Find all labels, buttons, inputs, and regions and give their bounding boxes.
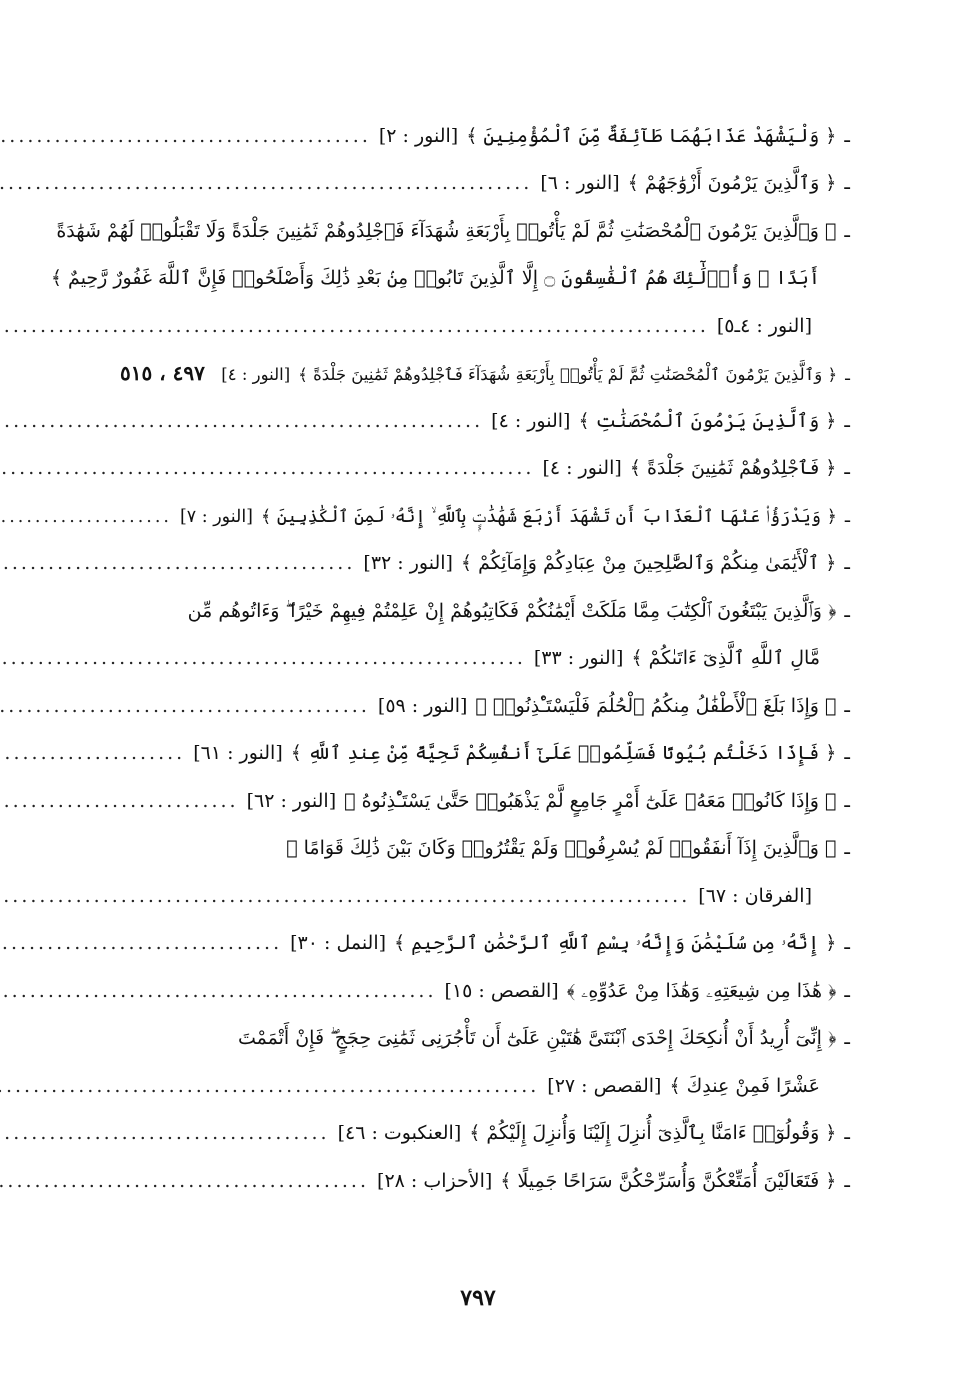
verse-text: ﴿ وَٱلَّذِينَ يَرْمُونَ ٱلْمُحْصَنَٰتِ ثُمَّ لَمْ يَأْتُوا۟ بِأَرْبَعَةِ شُهَدَآءَ فَٱجْلِدُوهُمْ ثَمَٰنِينَ جَلْدَةً ﴾ — [298, 365, 838, 385]
leader-dots — [0, 1075, 539, 1098]
leader-dots — [0, 980, 437, 1003]
surah-reference: [النور : ٤] — [542, 457, 622, 480]
verse-text: ﴿ وَٱلَّذِينَ يَرْمُونَ ٱلْمُحْصَنَٰتِ ثُمَّ لَمْ يَأْتُوا۟ بِأَرْبَعَةِ شُهَدَآءَ فَٱجْلِدُوهُمْ ثَمَٰنِينَ جَلْدَةً وَلَا تَقْبَلُوا۟ لَهُمْ شَهَٰدَةً — [56, 219, 837, 242]
entry-dash: ـ — [845, 365, 850, 385]
verse-text: ﴿ وَإِذَا كَانُوا۟ مَعَهُۥ عَلَىٰٓ أَمْرٍ جَامِعٍ لَّمْ يَذْهَبُوا۟ حَتَّىٰ يَسْتَـْٔذِنُوهُ ﴾ — [344, 789, 837, 812]
surah-reference: [العنكبوت : ٤٦] — [337, 1122, 462, 1145]
surah-reference: [القصص : ١٥] — [444, 979, 559, 1002]
entry-dash: ـ — [844, 742, 850, 765]
index-entry — [120, 670, 850, 718]
entry-dash: ـ — [844, 552, 850, 575]
index-entry — [120, 1050, 850, 1098]
leader-dots — [0, 790, 239, 813]
verse-text: مَّالِ ٱللَّهِ ٱلَّذِىٓ ءَاتَىٰكُمْ ﴾ — [631, 647, 820, 670]
verse-text: ﴿ وَٱلَّذِينَ يَرْمُونَ أَزْوَٰجَهُمْ ﴾ — [627, 172, 837, 195]
surah-reference: [القصص : ٢٧] — [547, 1074, 662, 1097]
leader-dots — [0, 885, 690, 908]
index-entry — [120, 1145, 850, 1193]
leader-dots — [0, 647, 526, 670]
verse-text: عَشْرًا فَمِنْ عِندِكَ ﴾ — [669, 1074, 820, 1097]
leader-dots — [0, 742, 185, 765]
verse-text: ﴿ فَإِذَا دَخَلْتُم بُيُوتًا فَسَلِّمُوا۟ عَلَىٰٓ أَنفُسِكُمْ تَحِيَّةً مِّنْ عِندِ ٱللَّهِ ﴾ — [290, 742, 837, 765]
entry-dash: ـ — [844, 219, 850, 242]
leader-dots — [0, 410, 483, 433]
index-entry — [120, 813, 850, 861]
leader-dots — [0, 125, 371, 148]
verse-text: ﴿ هَٰذَا مِن شِيعَتِهِۦ وَهَٰذَا مِنْ عَدُوِّهِۦ ﴾ — [566, 979, 837, 1002]
entry-dash: ـ — [844, 409, 850, 432]
leader-dots — [0, 695, 370, 718]
entry-dash: ـ — [844, 1122, 850, 1145]
page-numbers: ٤٩٧ ، ٥١٥ — [120, 361, 205, 385]
index-entry — [120, 1003, 850, 1051]
index-entry — [120, 860, 850, 908]
leader-dots — [0, 552, 355, 575]
surah-reference: [النور : ٦] — [540, 172, 620, 195]
index-entry — [120, 290, 850, 338]
leader-dots — [0, 315, 709, 338]
leader-dots — [0, 932, 282, 955]
index-entry — [120, 528, 850, 576]
entry-dash: ـ — [844, 932, 850, 955]
index-entry — [120, 433, 850, 481]
index-entry — [120, 1098, 850, 1146]
page-number: ٧٩٧ — [460, 1285, 496, 1311]
entry-dash: ـ — [844, 599, 850, 622]
leader-dots — [0, 457, 534, 480]
verse-text: ﴿ وَقُولُوٓا۟ ءَامَنَّا بِٱلَّذِىٓ أُنزِلَ إِلَيْنَا وَأُنزِلَ إِلَيْكُمْ ﴾ — [469, 1122, 837, 1145]
surah-reference: [النور : ٤] — [491, 409, 571, 432]
leader-dots — [0, 172, 532, 195]
surah-reference: [النور : ٦١] — [193, 742, 283, 765]
verse-text: ﴿ وَيَدْرَؤُا۟ عَنْهَا ٱلْعَذَابَ أَن تَشْهَدَ أَرْبَعَ شَهَٰدَٰتٍۭ بِٱللَّهِ ۙ إِنَّهُۥ لَمِنَ ٱلْكَٰذِبِينَ ﴾ — [261, 506, 837, 527]
surah-reference: [الفرقان : ٦٧] — [698, 884, 812, 907]
entry-dash: ـ — [844, 506, 850, 527]
index-entry — [120, 338, 850, 386]
verse-text: ﴿ وَلْيَشْهَدْ عَذَابَهُمَا طَآئِفَةٌ مِّنَ ٱلْمُؤْمِنِينَ ﴾ — [466, 124, 837, 147]
index-entry — [120, 480, 850, 528]
entry-dash: ـ — [844, 1027, 850, 1050]
index-entry — [120, 718, 850, 766]
surah-reference: [النور : ٦٢] — [246, 789, 337, 812]
surah-reference: [الأحزاب : ٢٨] — [377, 1169, 493, 1192]
leader-dots — [0, 1122, 330, 1145]
index-entry — [120, 765, 850, 813]
entry-dash: ـ — [844, 457, 850, 480]
index-entry — [120, 908, 850, 956]
index-entry — [120, 575, 850, 623]
verse-text: ﴿ وَٱلَّذِينَ يَرْمُونَ ٱلْمُحْصَنَٰتِ ﴾ — [578, 409, 837, 432]
index-entry — [50, 243, 850, 291]
verse-text: ﴿ ٱلْأَيَٰمَىٰ مِنكُمْ وَٱلصَّٰلِحِينَ مِنْ عِبَادِكُمْ وَإِمَآئِكُمْ ﴾ — [460, 552, 837, 575]
verse-text: ﴿ إِنِّىٓ أُرِيدُ أَنْ أُنكِحَكَ إِحْدَى ٱبْنَتَىَّ هَٰتَيْنِ عَلَىٰٓ أَن تَأْجُرَنِى ثَمَٰنِىَ حِجَجٍ ۖ فَإِنْ أَتْمَمْتَ — [237, 1027, 837, 1050]
verse-text: ﴿ وَٱلَّذِينَ إِذَآ أَنفَقُوا۟ لَمْ يُسْرِفُوا۟ وَلَمْ يَقْتُرُوا۟ وَكَانَ بَيْنَ ذَٰلِكَ قَوَامًا ﴾ — [286, 837, 837, 860]
leader-dots — [0, 1170, 369, 1193]
verse-text: ﴿ وَإِذَا بَلَغَ ٱلْأَطْفَٰلُ مِنكُمُ ٱلْحُلُمَ فَلْيَسْتَـْٔذِنُوا۟ ﴾ — [475, 694, 837, 717]
surah-reference: [النور : ٣٢] — [363, 552, 453, 575]
entry-dash: ـ — [844, 124, 850, 147]
index-entry — [120, 148, 850, 196]
surah-reference: [النور : ٥٩] — [377, 694, 468, 717]
verse-index-list — [50, 100, 850, 1193]
index-entry — [120, 100, 850, 148]
index-entry — [120, 623, 850, 671]
surah-reference: [النور : ٧] — [179, 506, 254, 527]
verse-text: أَبَدًا ۚ وَأُو۟لَٰٓئِكَ هُمُ ٱلْفَٰسِقُونَ ۝ إِلَّا ٱلَّذِينَ تَابُوا۟ مِنۢ بَعْدِ ذَٰلِكَ وَأَصْلَحُوا۟ فَإِنَّ ٱللَّهَ غَفُورٌ رَّحِيمٌ ﴾ — [50, 267, 820, 290]
verse-text: ﴿ فَٱجْلِدُوهُمْ ثَمَٰنِينَ جَلْدَةً ﴾ — [629, 457, 837, 480]
entry-dash: ـ — [844, 1169, 850, 1192]
index-entry — [120, 955, 850, 1003]
entry-dash: ـ — [844, 837, 850, 860]
index-entry — [120, 385, 850, 433]
index-entry — [56, 195, 850, 243]
surah-reference: [النور : ٢] — [378, 124, 459, 147]
verse-text: ﴿ إِنَّهُۥ مِن سُلَيْمَٰنَ وَإِنَّهُۥ بِسْمِ ٱللَّهِ ٱلرَّحْمَٰنِ ٱلرَّحِيمِ ﴾ — [394, 932, 837, 955]
surah-reference: [النمل : ٣٠] — [290, 932, 387, 955]
verse-text: ﴿ وَٱلَّذِينَ يَبْتَغُونَ ٱلْكِتَٰبَ مِمَّا مَلَكَتْ أَيْمَٰنُكُمْ فَكَاتِبُوهُمْ إِنْ عَلِمْتُمْ فِيهِمْ خَيْرًا ۖ وَءَاتُوهُم مِّن — [187, 599, 837, 622]
surah-reference: [النور : ٣٣] — [533, 647, 624, 670]
leader-dots — [0, 507, 172, 528]
verse-text: ﴿ فَتَعَالَيْنَ أُمَتِّعْكُنَّ وَأُسَرِّحْكُنَّ سَرَاحًا جَمِيلًا ﴾ — [500, 1169, 837, 1192]
entry-dash: ـ — [844, 694, 850, 717]
surah-reference: [النور : ٤] — [221, 365, 291, 385]
entry-dash: ـ — [844, 789, 850, 812]
entry-dash: ـ — [844, 979, 850, 1002]
surah-reference: [النور : ٤ـ٥] — [716, 314, 812, 337]
entry-dash: ـ — [844, 172, 850, 195]
